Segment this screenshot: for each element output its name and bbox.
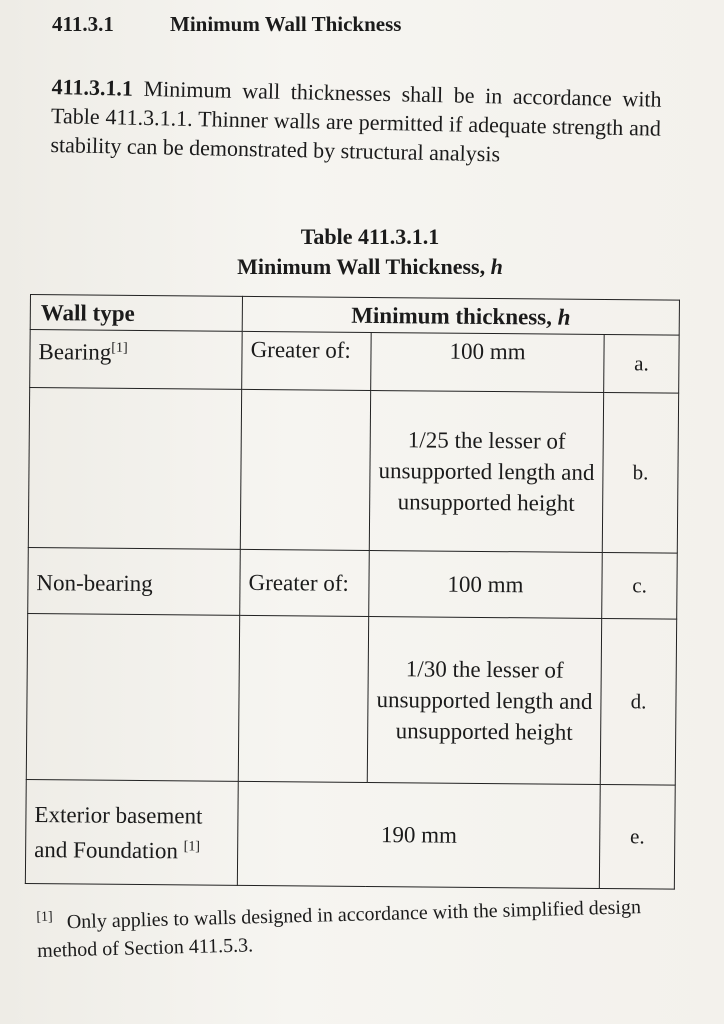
table-header-row xyxy=(30,295,679,336)
wall-type-cell: Bearing[1] xyxy=(30,330,243,390)
table-row xyxy=(30,330,679,394)
table-row xyxy=(28,388,678,554)
reference-cell: b. xyxy=(603,393,679,554)
footnote-text: Only applies to walls designed in accordance with the simplified design method of Section 411.5.3. xyxy=(36,896,642,962)
reference-cell: d. xyxy=(600,619,676,786)
footnote-ref: [1] xyxy=(183,838,201,855)
wall-type-cell xyxy=(28,388,241,550)
header-variable: h xyxy=(557,304,571,330)
thickness-value-cell: 100 mm xyxy=(368,550,602,618)
table-row xyxy=(26,613,676,785)
table-caption-number: Table 411.3.1.1 xyxy=(300,224,440,249)
table-caption-title: Minimum Wall Thickness, h xyxy=(237,254,503,279)
thickness-value-cell: 100 mm xyxy=(370,332,604,392)
reference-cell: e. xyxy=(600,784,676,889)
reference-cell: a. xyxy=(604,335,679,394)
thickness-value-cell: 1/25 the lesser of unsupported length and unsupported height xyxy=(369,390,604,552)
thickness-value-cell: 190 mm xyxy=(237,781,600,888)
table-row xyxy=(28,547,678,619)
thickness-table xyxy=(25,294,680,890)
thickness-value-cell: 1/30 the lesser of unsupported length and unsupported height xyxy=(367,616,602,784)
clause-number: 411.3.1.1 xyxy=(51,73,134,101)
section-title: Minimum Wall Thickness xyxy=(170,12,402,36)
table-caption xyxy=(130,222,610,282)
qualifier-cell xyxy=(238,615,368,782)
qualifier-cell: Greater of: xyxy=(242,331,371,390)
clause-text: Minimum wall thicknesses shall be in accordance with Table 411.3.1.1. Thinner walls are permitted if adequate strength and stability can be demonstrated by structural analysis xyxy=(50,75,662,167)
header-min-thickness: Minimum thickness, h xyxy=(242,296,679,335)
qualifier-cell: Greater of: xyxy=(240,549,369,616)
footnote-mark: [1] xyxy=(36,909,53,925)
section-heading xyxy=(52,12,401,37)
section-number: 411.3.1 xyxy=(52,12,114,36)
thickness-table-container xyxy=(25,294,680,892)
intro-paragraph xyxy=(50,72,662,172)
qualifier-cell xyxy=(240,389,370,550)
table-row xyxy=(25,779,675,889)
wall-type-cell xyxy=(26,613,240,781)
header-wall-type: Wall type xyxy=(30,295,242,332)
wall-type-cell: Exterior basement and Foundation [1] xyxy=(25,779,238,885)
wall-type-cell: Non-bearing xyxy=(28,547,241,615)
reference-cell: c. xyxy=(602,553,677,620)
footnote xyxy=(36,887,697,965)
footnote-ref: [1] xyxy=(111,340,128,356)
table-caption-variable: h xyxy=(490,254,503,279)
